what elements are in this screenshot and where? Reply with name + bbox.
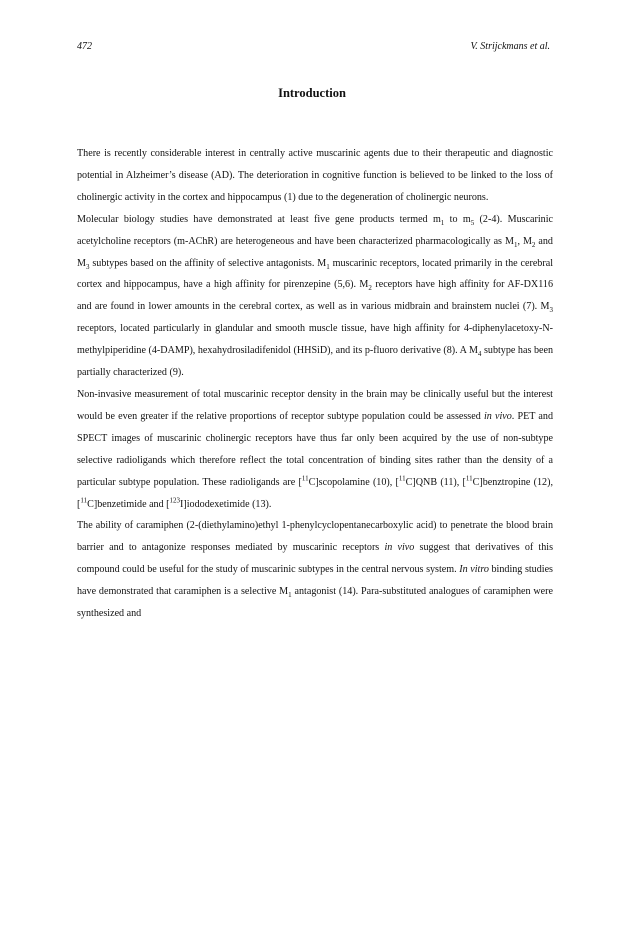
paragraph <box>77 143 553 209</box>
text-run: subtype has been partially characterized (9). <box>77 345 553 379</box>
superscript: 11 <box>398 474 406 483</box>
text-run: receptors, located particularly in glandular and smooth muscle tissue, have high affinity for 4-diphenylacetoxy-N-methylpiperidine (4-DAMP), hexahydrosiladifenidol (HHSiD), and its p-fluoro derivative (8). A M <box>77 323 553 357</box>
superscript: 11 <box>465 474 473 483</box>
italic-text: In vitro <box>459 564 489 576</box>
paragraph <box>77 384 553 515</box>
text-run: I]iododexetimide (13). <box>180 498 272 510</box>
running-header <box>77 41 550 55</box>
section-title: Introduction <box>278 86 346 100</box>
superscript: 11 <box>80 496 88 505</box>
text-run: Non-invasive measurement of total muscarinic receptor density in the brain may be clinically useful but the interest would be even greater if the relative proportions of receptor subtype population could be assessed <box>77 388 553 422</box>
text-run: suggest that derivatives of this compound could be useful for the study of muscarinic subtypes in the central nervous system. <box>77 542 554 576</box>
running-author: V. Strijckmans et al. <box>470 41 550 52</box>
text-run: to m <box>444 213 471 225</box>
subscript: 4 <box>477 350 482 359</box>
superscript: 11 <box>301 474 309 483</box>
text-run: C]benztropine (12), [ <box>77 476 553 510</box>
paragraph <box>77 515 553 625</box>
text-run: The ability of caramiphen (2-(diethylamino)ethyl 1-phenylcyclopentanecarboxylic acid) to penetrate the blood brain barrier and to antagonize responses mediated by muscarinic receptors <box>77 520 553 554</box>
subscript: 1 <box>513 240 518 249</box>
italic-text: in vivo <box>384 542 415 554</box>
text-run: binding studies have demonstrated that caramiphen is a selective M <box>77 564 553 598</box>
text-run: Molecular biology studies have demonstrated at least five gene products termed m <box>77 213 441 225</box>
text-run: subtypes based on the affinity of selective antagonists. M <box>89 257 327 269</box>
page-number: 472 <box>77 41 92 52</box>
text-run: C]benzetimide and [ <box>87 498 170 510</box>
text-run: C]scopolamine (10), [ <box>308 476 399 488</box>
subscript: 2 <box>531 240 536 249</box>
subscript: 1 <box>326 262 330 271</box>
paragraph <box>77 209 553 384</box>
subscript: 1 <box>440 218 445 227</box>
subscript: 2 <box>368 284 372 293</box>
subscript: 3 <box>549 306 553 315</box>
body-text <box>77 143 553 625</box>
subscript: 5 <box>470 218 475 227</box>
text-run: There is recently considerable interest in centrally active muscarinic agents due to their therapeutic and diagnostic potential in Alzheimer’s disease (AD). The deterioration in cognitive function is believed to be linked to the loss of cholinergic activity in the cortex and hippocampus (1) due to the degeneration of cholinergic neurons. <box>77 148 553 203</box>
subscript: 1 <box>288 591 292 600</box>
text-run: receptors have high affinity for AF-DX116 and are found in lower amounts in the cerebral cortex, as well as in various midbrain and brainstem nuclei (7). M <box>77 279 553 313</box>
text-run: . PET and SPECT images of muscarinic cholinergic receptors have thus far only been acquired by the use of non-subtype selective radioligands which therefore reflect the total concentration of binding sites rather than the density of a particular subtype population. These radioligands are [ <box>77 410 553 488</box>
text-run: C]QNB (11), [ <box>405 476 466 488</box>
subscript: 3 <box>85 262 90 271</box>
superscript: 123 <box>169 496 181 505</box>
text-run: and M <box>77 235 553 269</box>
italic-text: in vivo <box>483 410 512 422</box>
text-run: muscarinic receptors, located primarily in the cerebral cortex and hippocampus, have a high affinity for pirenzepine (5,6). M <box>77 257 553 291</box>
text-run: (2-4). Muscarinic acetylcholine receptors (m-AChR) are heterogeneous and have been characterized pharmacologically as M <box>77 213 554 247</box>
text-run: , M <box>517 235 532 247</box>
text-run: antagonist (14). Para-substituted analogues of caramiphen were synthesized and <box>77 586 553 620</box>
